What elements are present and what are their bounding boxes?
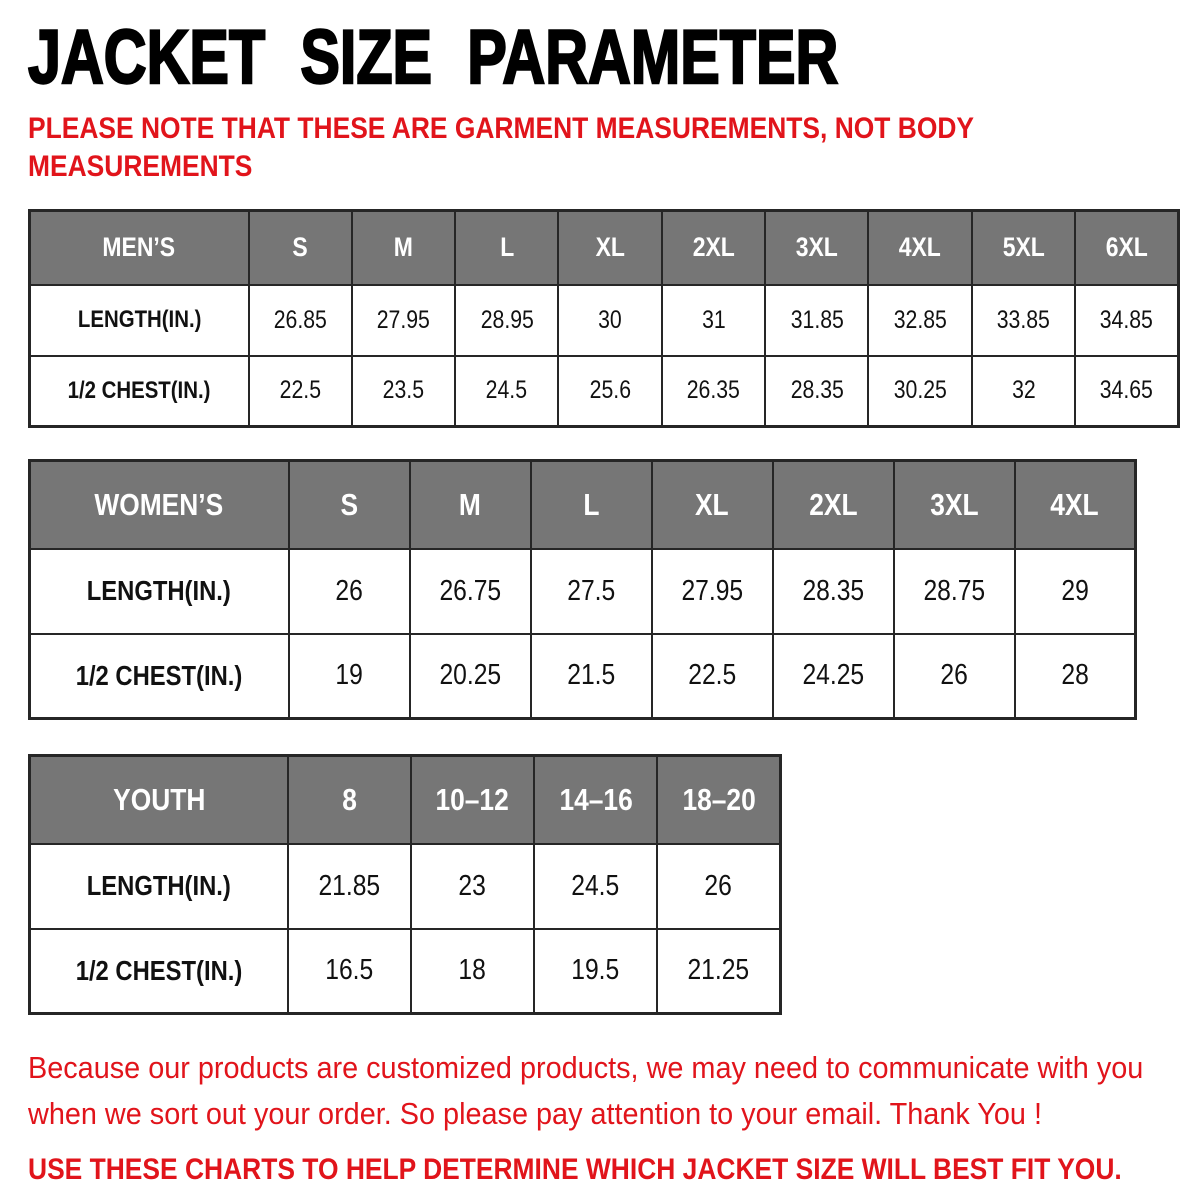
mens-size-header bbox=[868, 211, 971, 285]
size-value-text: 20.25 bbox=[439, 659, 501, 692]
mens-size-value bbox=[558, 285, 661, 356]
size-value-text: 34.85 bbox=[1099, 305, 1154, 334]
youth-row-label bbox=[30, 844, 288, 929]
size-value-text: 30 bbox=[598, 305, 622, 334]
youth-size-value bbox=[657, 844, 780, 929]
size-value-text: 16.5 bbox=[325, 954, 374, 987]
header-text: 14–16 bbox=[558, 781, 633, 817]
mens-data-row bbox=[30, 356, 1179, 427]
womens-size-table bbox=[28, 459, 1137, 720]
size-value-text: 28.35 bbox=[802, 574, 864, 607]
womens-size-value bbox=[531, 549, 652, 634]
header-text: S bbox=[292, 232, 308, 263]
mens-size-value bbox=[868, 356, 971, 427]
header-text: YOUTH bbox=[112, 781, 205, 817]
mens-size-value bbox=[455, 285, 558, 356]
mens-size-value bbox=[455, 356, 558, 427]
size-value-text: 26 bbox=[335, 574, 363, 607]
youth-size-header bbox=[657, 756, 780, 844]
size-value-text: 32 bbox=[1011, 376, 1036, 405]
youth-size-value bbox=[411, 929, 534, 1014]
row-label-text: LENGTH(IN.) bbox=[87, 575, 232, 606]
mens-size-header bbox=[662, 211, 765, 285]
size-value-text: 19 bbox=[335, 659, 363, 692]
custom-product-notice bbox=[28, 1045, 1144, 1137]
mens-size-header bbox=[1075, 211, 1178, 285]
size-value-text: 32.85 bbox=[893, 305, 947, 334]
header-text: 4XL bbox=[899, 232, 942, 263]
header-text: L bbox=[582, 486, 600, 522]
size-value-text: 29 bbox=[1061, 574, 1089, 607]
womens-size-value bbox=[773, 634, 894, 719]
size-value-text: 30.25 bbox=[893, 376, 947, 405]
header-text: XL bbox=[595, 232, 625, 263]
size-value-text: 28.35 bbox=[790, 376, 844, 405]
womens-group-label bbox=[30, 461, 289, 549]
mens-header-row bbox=[30, 211, 1179, 285]
header-text: XL bbox=[695, 486, 729, 522]
row-label-text: 1/2 CHEST(IN.) bbox=[67, 376, 211, 404]
mens-size-value bbox=[662, 356, 765, 427]
womens-data-row bbox=[30, 634, 1136, 719]
size-value-text: 21.5 bbox=[566, 659, 615, 692]
size-value-text: 21.25 bbox=[687, 954, 750, 987]
youth-data-row bbox=[30, 844, 781, 929]
mens-row-label bbox=[30, 285, 249, 356]
size-value-text: 27.95 bbox=[376, 305, 431, 334]
header-text: M bbox=[393, 232, 414, 263]
youth-size-table bbox=[28, 754, 782, 1015]
size-value-text: 33.85 bbox=[996, 305, 1051, 334]
size-value-text: 26.85 bbox=[273, 305, 327, 334]
header-text: 4XL bbox=[1050, 486, 1099, 522]
youth-size-value bbox=[411, 844, 534, 929]
womens-size-header bbox=[773, 461, 894, 549]
size-value-text: 26 bbox=[704, 869, 733, 902]
header-text: 6XL bbox=[1105, 232, 1148, 263]
size-value-text: 18 bbox=[458, 954, 487, 987]
header-text: WOMEN’S bbox=[94, 486, 224, 522]
size-value-text: 23.5 bbox=[382, 376, 425, 405]
header-text: 2XL bbox=[808, 486, 858, 522]
header-text: 18–20 bbox=[681, 781, 756, 817]
womens-size-header bbox=[289, 461, 410, 549]
womens-size-value bbox=[289, 549, 410, 634]
mens-size-value bbox=[765, 356, 868, 427]
womens-size-header bbox=[531, 461, 652, 549]
mens-size-value bbox=[1075, 285, 1178, 356]
youth-size-header bbox=[288, 756, 411, 844]
header-text: 2XL bbox=[692, 232, 735, 263]
youth-header-row bbox=[30, 756, 781, 844]
size-value-text: 24.5 bbox=[486, 376, 528, 405]
mens-size-header bbox=[972, 211, 1075, 285]
mens-size-table bbox=[28, 209, 1180, 428]
size-value-text: 22.5 bbox=[687, 659, 736, 692]
youth-group-label bbox=[30, 756, 288, 844]
womens-size-value bbox=[1015, 634, 1136, 719]
mens-size-header bbox=[352, 211, 455, 285]
mens-size-value bbox=[868, 285, 971, 356]
youth-row-label bbox=[30, 929, 288, 1014]
mens-size-value bbox=[249, 285, 352, 356]
size-value-text: 22.5 bbox=[279, 376, 321, 405]
mens-size-value bbox=[558, 356, 661, 427]
size-value-text: 26 bbox=[940, 659, 968, 692]
mens-size-value bbox=[1075, 356, 1178, 427]
mens-size-value bbox=[352, 356, 455, 427]
size-value-text: 24.5 bbox=[571, 869, 620, 902]
mens-size-value bbox=[972, 285, 1075, 356]
size-value-text: 26.75 bbox=[439, 574, 501, 607]
mens-size-header bbox=[249, 211, 352, 285]
womens-size-value bbox=[410, 549, 531, 634]
note-line-1: PLEASE NOTE THAT THESE ARE GARMENT MEASUREMENTS, NOT BODY bbox=[28, 112, 975, 145]
womens-row-label bbox=[30, 549, 289, 634]
size-value-text: 27.95 bbox=[681, 574, 743, 607]
header-text: L bbox=[499, 232, 514, 263]
mens-row-label bbox=[30, 356, 249, 427]
size-value-text: 28.95 bbox=[480, 305, 534, 334]
header-text: M bbox=[459, 486, 481, 522]
garment-measurement-note bbox=[28, 110, 1042, 186]
size-value-text: 31 bbox=[701, 305, 726, 334]
size-value-text: 25.6 bbox=[589, 376, 631, 405]
header-text: S bbox=[340, 486, 358, 522]
youth-size-header bbox=[534, 756, 657, 844]
mens-data-row bbox=[30, 285, 1179, 356]
row-label-text: 1/2 CHEST(IN.) bbox=[75, 659, 243, 691]
mens-size-value bbox=[662, 285, 765, 356]
womens-row-label bbox=[30, 634, 289, 719]
row-label-text: LENGTH(IN.) bbox=[77, 306, 202, 333]
header-text: 8 bbox=[341, 781, 357, 817]
chart-usage-hint: USE THESE CHARTS TO HELP DETERMINE WHICH JACKET SIZE WILL BEST FIT YOU. bbox=[28, 1153, 1122, 1186]
womens-size-value bbox=[289, 634, 410, 719]
womens-size-header bbox=[652, 461, 773, 549]
mens-size-value bbox=[352, 285, 455, 356]
size-value-text: 28.75 bbox=[923, 574, 985, 607]
womens-size-header bbox=[894, 461, 1015, 549]
header-text: 3XL bbox=[929, 486, 979, 522]
mens-group-label bbox=[30, 211, 249, 285]
header-text: MEN’S bbox=[102, 232, 176, 263]
size-value-text: 27.5 bbox=[566, 574, 615, 607]
womens-size-value bbox=[531, 634, 652, 719]
womens-size-value bbox=[894, 634, 1015, 719]
youth-size-value bbox=[534, 929, 657, 1014]
youth-size-header bbox=[411, 756, 534, 844]
womens-header-row bbox=[30, 461, 1136, 549]
row-label-text: LENGTH(IN.) bbox=[86, 870, 231, 901]
mens-size-header bbox=[455, 211, 558, 285]
mens-size-header bbox=[765, 211, 868, 285]
size-value-text: 26.35 bbox=[686, 376, 741, 405]
youth-size-value bbox=[657, 929, 780, 1014]
note-line-2: MEASUREMENTS bbox=[28, 150, 253, 183]
womens-size-value bbox=[652, 549, 773, 634]
notice-line-1: Because our products are customized products, we may need to communicate with you bbox=[28, 1050, 1144, 1085]
size-value-text: 21.85 bbox=[318, 869, 380, 902]
header-text: 10–12 bbox=[435, 781, 510, 817]
row-label-text: 1/2 CHEST(IN.) bbox=[75, 954, 243, 986]
size-chart-page bbox=[0, 16, 1200, 1200]
womens-size-value bbox=[1015, 549, 1136, 634]
womens-size-value bbox=[773, 549, 894, 634]
womens-size-header bbox=[410, 461, 531, 549]
mens-size-value bbox=[972, 356, 1075, 427]
womens-data-row bbox=[30, 549, 1136, 634]
womens-size-value bbox=[410, 634, 531, 719]
womens-size-value bbox=[652, 634, 773, 719]
header-text: 5XL bbox=[1002, 232, 1045, 263]
mens-size-value bbox=[765, 285, 868, 356]
mens-size-header bbox=[558, 211, 661, 285]
header-text: 3XL bbox=[795, 232, 838, 263]
page-title: JACKET SIZE PARAMETER bbox=[28, 15, 839, 100]
youth-size-value bbox=[534, 844, 657, 929]
size-value-text: 28 bbox=[1061, 659, 1089, 692]
size-value-text: 34.65 bbox=[1099, 376, 1154, 405]
size-value-text: 23 bbox=[458, 869, 487, 902]
womens-size-value bbox=[894, 549, 1015, 634]
youth-data-row bbox=[30, 929, 781, 1014]
youth-size-value bbox=[288, 844, 411, 929]
youth-size-value bbox=[288, 929, 411, 1014]
womens-size-header bbox=[1015, 461, 1136, 549]
size-value-text: 24.25 bbox=[802, 659, 864, 692]
size-value-text: 31.85 bbox=[790, 305, 844, 334]
mens-size-value bbox=[249, 356, 352, 427]
size-value-text: 19.5 bbox=[571, 954, 620, 987]
notice-line-2: when we sort out your order. So please pay attention to your email. Thank You ! bbox=[28, 1096, 1042, 1131]
